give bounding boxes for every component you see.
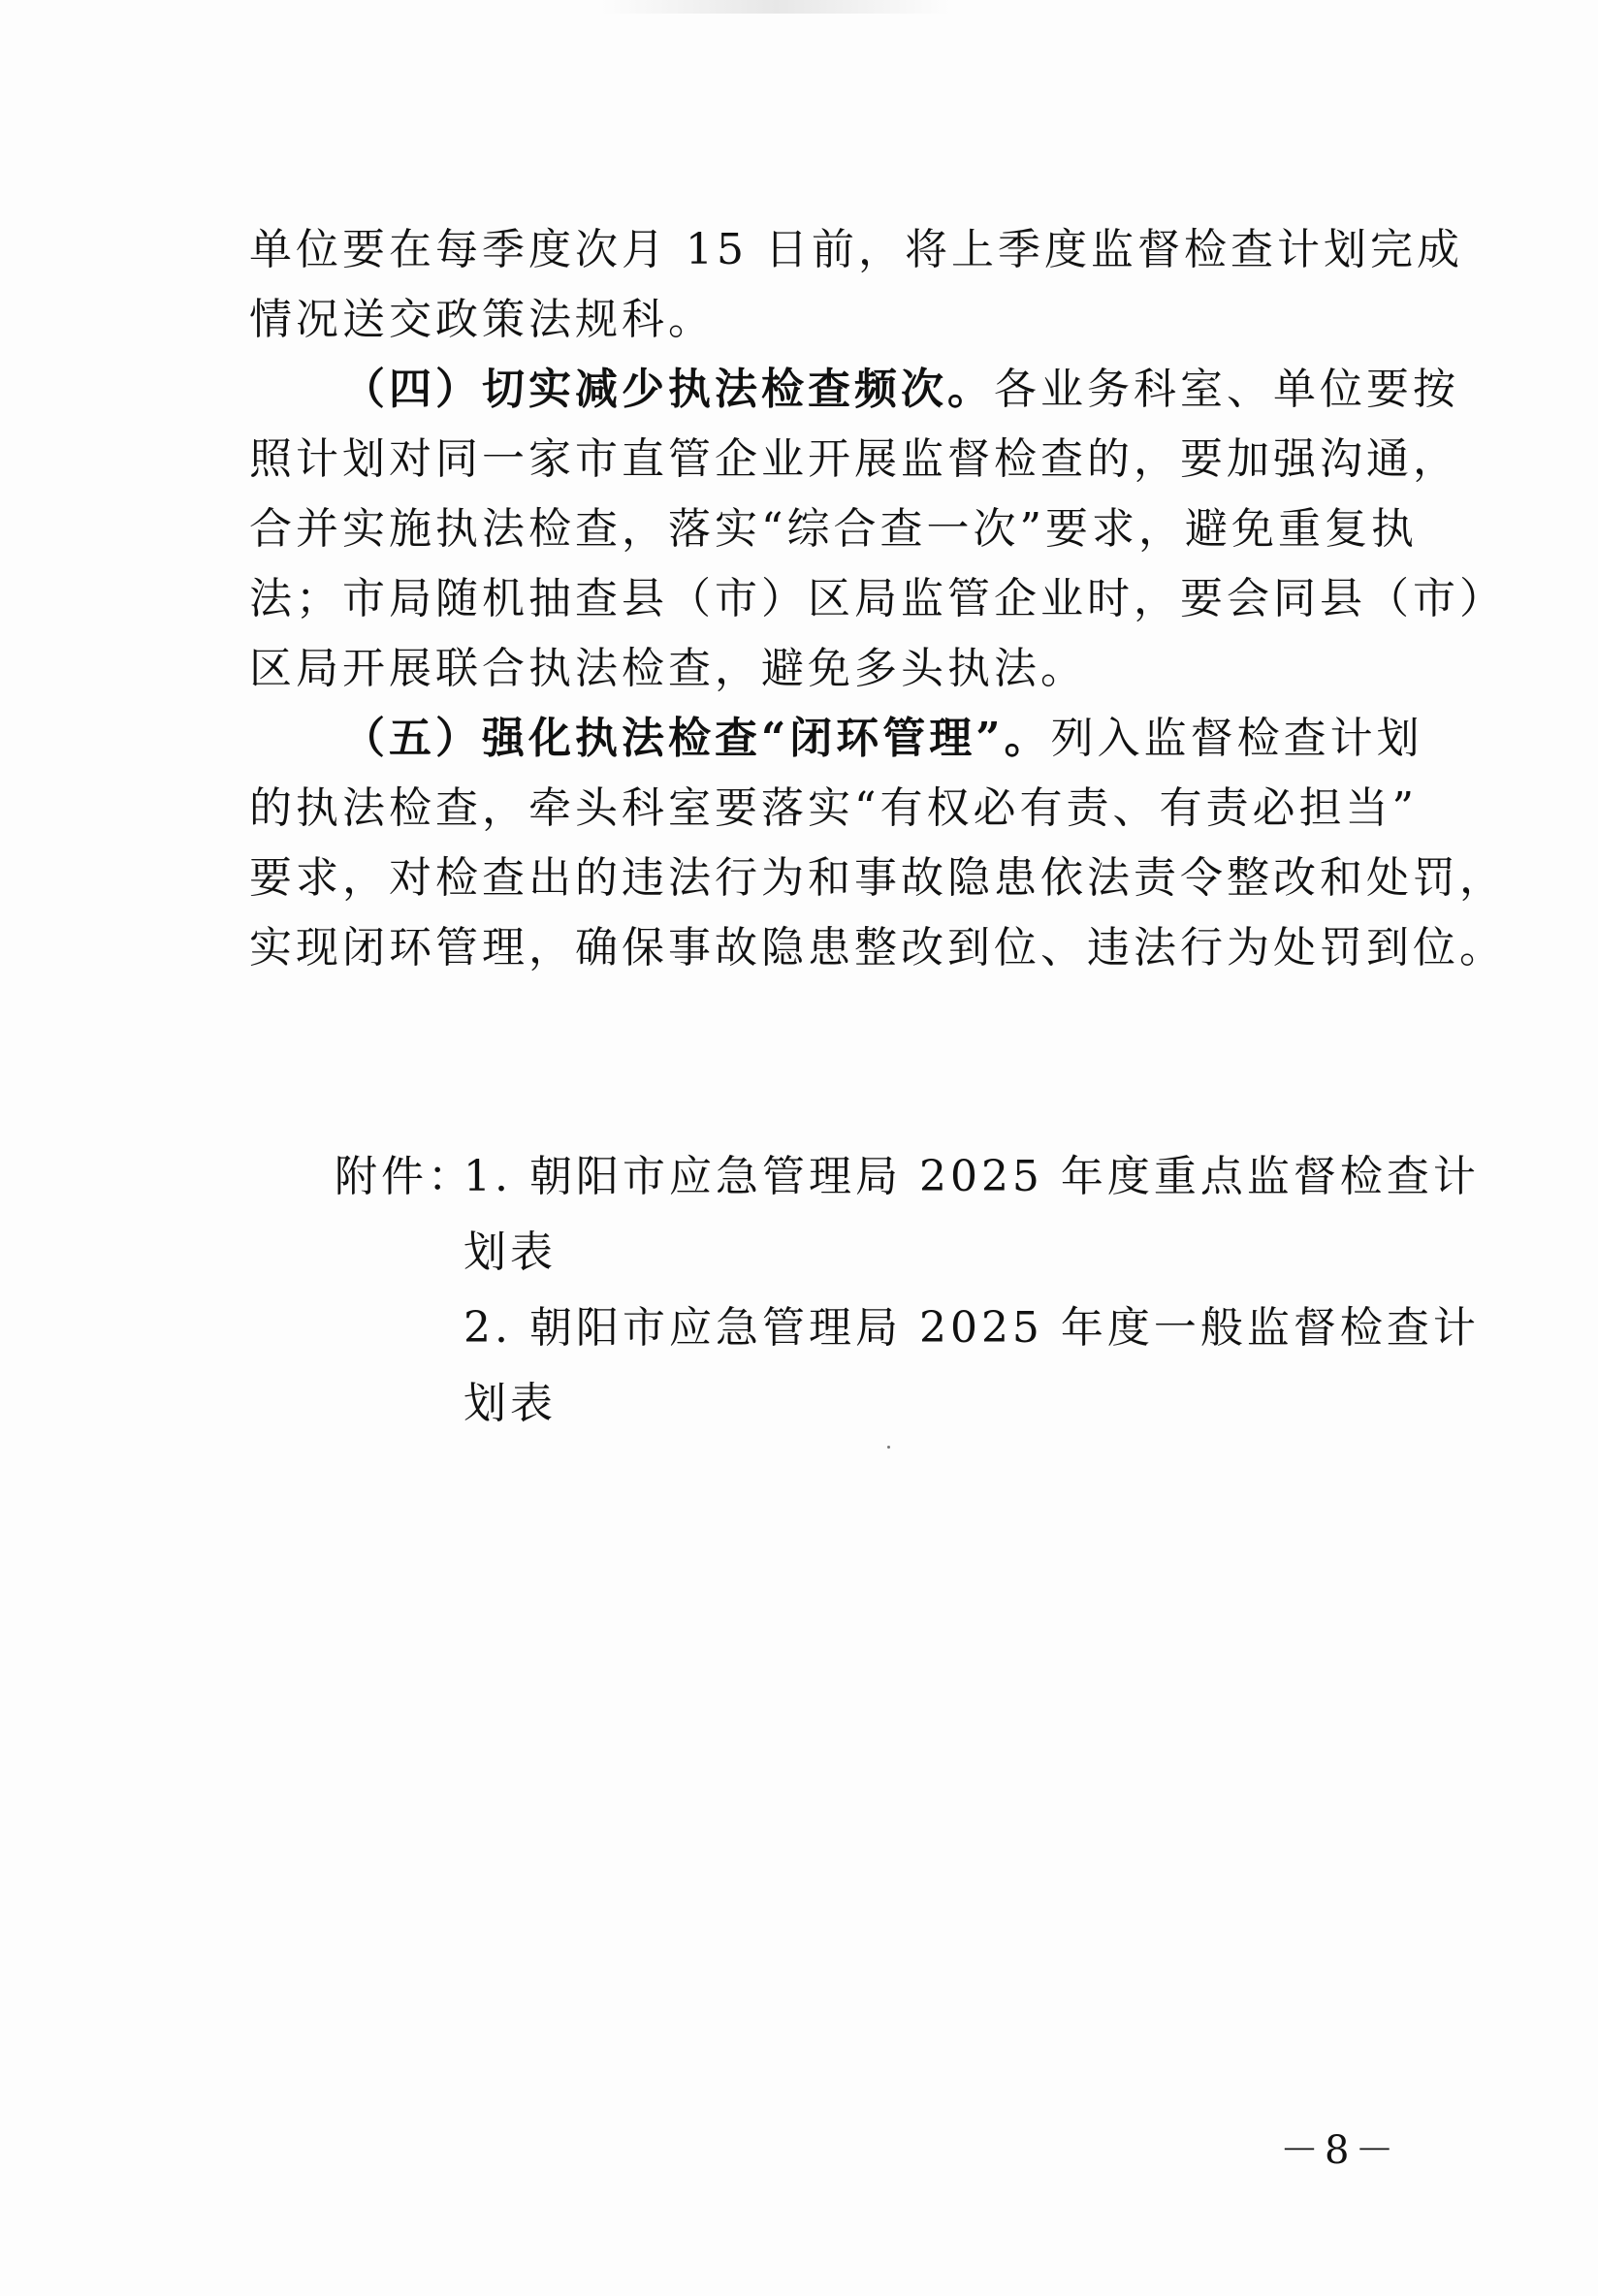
paragraph-line: 情况送交政策法规科。 <box>249 295 715 344</box>
paragraph-line: 的执法检查，牵头科室要落实“有权必有责、有责必担当” <box>249 783 1418 833</box>
section-heading-five: （五）强化执法检查“闭环管理”。 <box>342 714 1051 763</box>
paragraph-line: 照计划对同一家市直管企业开展监督检查的，要加强沟通， <box>249 434 1459 484</box>
section-heading-four: （四）切实减少执法检查频次。 <box>342 365 994 414</box>
attachments-block <box>335 1139 1480 1442</box>
attachment-item-2-line-1: 2. 朝阳市应急管理局 2025 年度一般监督检查计 <box>463 1303 1480 1353</box>
attachments-label: 附件： <box>335 1152 474 1201</box>
paragraph-line: 区局开展联合执法检查，避免多头执法。 <box>249 644 1087 693</box>
paragraph-line: 实现闭环管理，确保事故隐患整改到位、违法行为处罚到位。 <box>249 923 1506 973</box>
attachments-list <box>463 1139 1480 1442</box>
scan-smudge <box>601 0 950 14</box>
attachment-item-1-line-1: 1. 朝阳市应急管理局 2025 年度重点监督检查计 <box>463 1152 1480 1201</box>
attachment-item-2-line-2: 划表 <box>463 1379 557 1428</box>
paragraph-line: 法；市局随机抽查县（市）区局监管企业时，要会同县（市） <box>249 574 1506 623</box>
paragraph-line: 要求，对检查出的违法行为和事故隐患依法责令整改和处罚， <box>249 853 1506 903</box>
paragraph-line-rest: 列入监督检查计划 <box>1050 714 1423 763</box>
attachment-item-1-line-2: 划表 <box>463 1228 557 1277</box>
scan-speck <box>887 1446 890 1449</box>
page-number: －8－ <box>1280 2128 1400 2173</box>
document-body <box>249 215 1506 983</box>
attachments-row <box>335 1139 1480 1442</box>
paragraph-1 <box>249 215 1463 355</box>
paragraph-3 <box>249 704 1506 983</box>
paragraph-line-rest: 各业务科室、单位要按 <box>994 365 1459 414</box>
paragraph-line: 单位要在每季度次月 15 日前，将上季度监督检查计划完成 <box>249 225 1463 274</box>
paragraph-first-line <box>249 355 1459 425</box>
paragraph-first-line <box>249 704 1423 774</box>
paragraph-2 <box>249 355 1506 704</box>
paragraph-line: 合并实施执法检查，落实“综合查一次”要求，避免重复执 <box>249 504 1418 554</box>
